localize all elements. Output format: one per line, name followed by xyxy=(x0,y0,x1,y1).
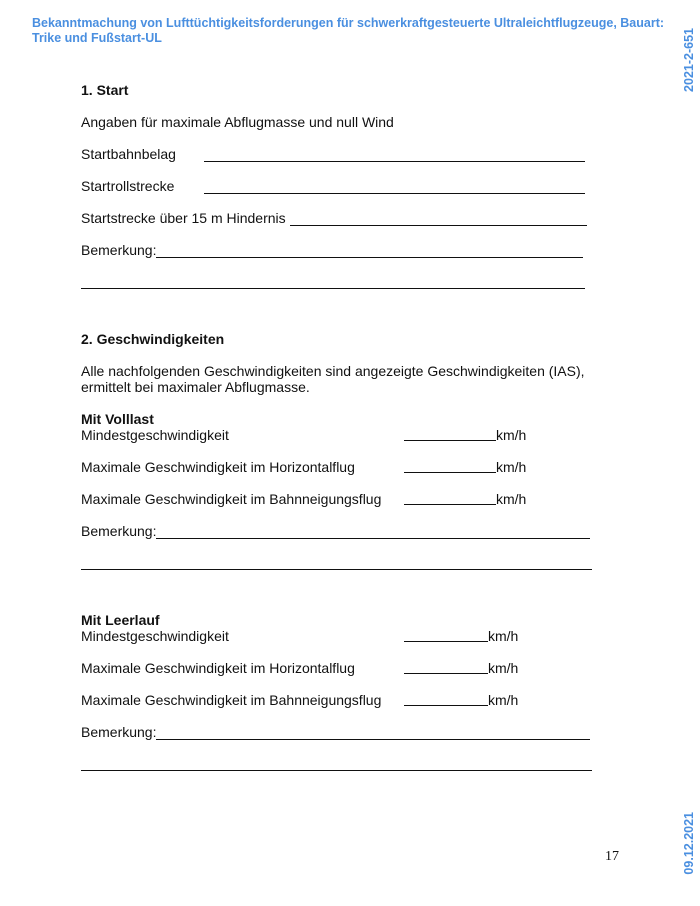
section-heading-start: 1. Start xyxy=(81,82,129,98)
speed-row[interactable] xyxy=(81,427,596,443)
unit-label: km/h xyxy=(496,491,527,507)
field-label: Startbahnbelag xyxy=(81,146,176,162)
field-bemerkung-start[interactable] xyxy=(81,242,596,258)
speed-row[interactable] xyxy=(81,660,596,676)
speed-row[interactable] xyxy=(81,459,596,475)
fill-in-line[interactable] xyxy=(156,726,590,740)
field-startstrecke[interactable] xyxy=(81,210,596,226)
field-label: Bemerkung: xyxy=(81,242,157,258)
field-bemerkung-leerlauf[interactable] xyxy=(81,724,596,740)
section-intro-start: Angaben für maximale Abflugmasse und null Wind xyxy=(81,114,394,130)
field-startbahnbelag[interactable] xyxy=(81,146,596,162)
fill-in-line[interactable] xyxy=(404,491,496,505)
fill-in-line[interactable] xyxy=(404,692,488,706)
fill-in-line[interactable] xyxy=(404,628,488,642)
fill-in-line[interactable] xyxy=(156,244,583,258)
speed-label: Maximale Geschwindigkeit im Bahnneigungsflug xyxy=(81,692,382,708)
speed-label: Maximale Geschwindigkeit im Bahnneigungsflug xyxy=(81,491,382,507)
speed-label: Mindestgeschwindigkeit xyxy=(81,628,229,644)
section-intro-geschwindigkeiten: Alle nachfolgenden Geschwindigkeiten sind angezeigte Geschwindigkeiten (IAS), ermittelt bei maximaler Abflugmasse. xyxy=(81,363,585,395)
form-content xyxy=(81,82,596,771)
speed-label: Maximale Geschwindigkeit im Horizontalflug xyxy=(81,660,355,676)
unit-label: km/h xyxy=(496,427,527,443)
fill-in-line[interactable] xyxy=(81,769,592,771)
fill-in-line[interactable] xyxy=(156,525,590,539)
fill-in-line[interactable] xyxy=(404,427,496,441)
speed-label: Mindestgeschwindigkeit xyxy=(81,427,229,443)
unit-label: km/h xyxy=(488,628,519,644)
fill-in-line[interactable] xyxy=(404,459,496,473)
speed-row[interactable] xyxy=(81,491,596,507)
unit-label: km/h xyxy=(496,459,527,475)
speed-row[interactable] xyxy=(81,628,596,644)
field-label: Bemerkung: xyxy=(81,523,157,539)
unit-label: km/h xyxy=(488,660,519,676)
field-label: Bemerkung: xyxy=(81,724,157,740)
speed-label: Maximale Geschwindigkeit im Horizontalflug xyxy=(81,459,355,475)
fill-in-line[interactable] xyxy=(204,180,585,194)
field-bemerkung-volllast[interactable] xyxy=(81,523,596,539)
fill-in-line[interactable] xyxy=(204,148,585,162)
unit-label: km/h xyxy=(488,692,519,708)
field-startrollstrecke[interactable] xyxy=(81,178,596,194)
side-doc-number: 2021-2-651 xyxy=(682,28,696,92)
field-label: Startrollstrecke xyxy=(81,178,175,194)
fill-in-line[interactable] xyxy=(290,212,587,226)
document-header-title: Bekanntmachung von Lufttüchtigkeitsforderungen für schwerkraftgesteuerte Ultraleichtflugzeuge, Bauart: Trike und Fußstart-UL xyxy=(32,16,665,45)
field-label: Startstrecke über 15 m Hindernis xyxy=(81,210,286,226)
section-heading-geschwindigkeiten: 2. Geschwindigkeiten xyxy=(81,331,225,347)
side-date: 09.12.2021 xyxy=(682,812,696,875)
fill-in-line[interactable] xyxy=(404,660,488,674)
subheading-volllast: Mit Volllast xyxy=(81,411,154,427)
page-number: 17 xyxy=(605,849,619,864)
subheading-leerlauf: Mit Leerlauf xyxy=(81,612,160,628)
speed-row[interactable] xyxy=(81,692,596,708)
